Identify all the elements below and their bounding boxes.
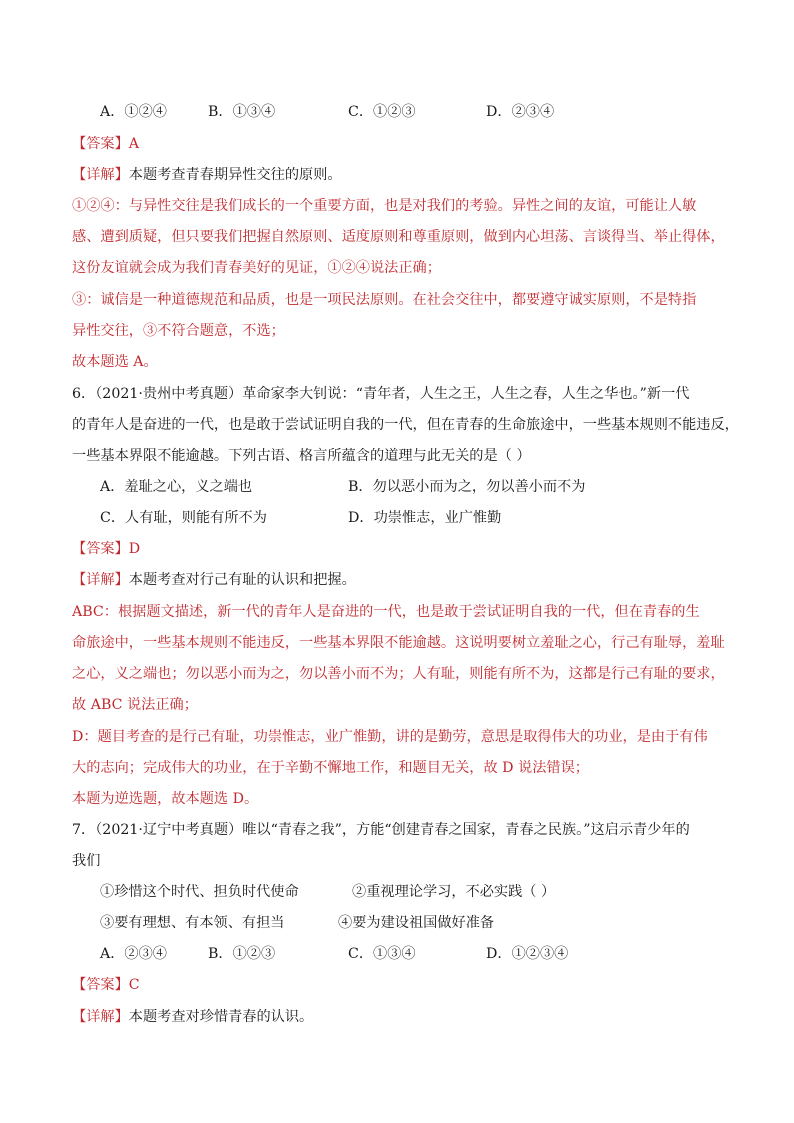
q6-detail2-line-2: 大的志向；完成伟大的功业，在于辛勤不懈地工作，和题目无关，故 D 说法错误； [72, 760, 589, 776]
q5-answer [72, 134, 139, 154]
q7-option-c: C．①③④ [348, 946, 416, 962]
q6-answer [72, 539, 140, 559]
q5-detail1-line-1: ①②④：与异性交往是我们成长的一个重要方面，也是对我们的考验。异性之间的友谊，可能让人敏 [72, 198, 697, 214]
answer-tag: 【答案】 [72, 541, 129, 557]
q6-stem-line-1: 6．（2021·贵州中考真题）革命家李大钊说：“青年者，人生之王，人生之春，人生之华也。”新一代 [72, 386, 690, 402]
q7-stem-line-1: 7．（2021·辽宁中考真题）唯以“青春之我”，方能“创建青春之国家，青春之民族。”这启示青少年的 [72, 822, 690, 838]
q5-explain [72, 165, 342, 185]
q6-detail1-line-4: 故 ABC 说法正确； [72, 697, 198, 713]
q7-item-2: ②重视理论学习，不必实践（ ） [352, 884, 556, 900]
q5-detail2-line-2: 异性交往，③不符合题意，不选； [72, 323, 285, 339]
q7-answer [72, 975, 140, 995]
answer-tag: 【答案】 [72, 977, 129, 993]
answer-tag: 【答案】 [72, 136, 129, 152]
q6-explain [72, 570, 356, 590]
q5-option-b: B．①③④ [208, 104, 276, 120]
q5-detail1-line-2: 感、遭到质疑，但只要我们把握自然原则、适度原则和尊重原则，做到内心坦荡、言谈得当、举止得体， [72, 229, 725, 245]
q5-option-d: D．②③④ [486, 104, 555, 120]
q7-option-b: B．①②③ [208, 946, 276, 962]
q6-detail2-line-1: D：题目考查的是行己有耻，功崇惟志，业广惟勤，讲的是勤劳，意思是取得伟大的功业，是由于有伟 [72, 729, 708, 745]
answer-value: A [128, 136, 140, 152]
q5-option-a: A．①②④ [100, 104, 167, 120]
q6-option-c: C．人有耻，则能有所不为 [100, 510, 267, 526]
q7-item-1: ①珍惜这个时代、担负时代使命 [100, 884, 299, 900]
q7-option-a: A．②③④ [100, 946, 167, 962]
q6-stem-line-2: 的青年人是奋进的一代，也是敢于尝试证明自我的一代，但在青春的生命旅途中，一些基本规则不能违反， [72, 417, 739, 433]
explain-text: 本题考查对珍惜青春的认识。 [128, 1009, 314, 1025]
explain-text: 本题考查青春期异性交往的原则。 [128, 167, 342, 183]
q7-explain [72, 1007, 313, 1027]
q6-detail1-line-1: ABC：根据题文描述，新一代的青年人是奋进的一代，也是敢于尝试证明自我的一代，但在青春的生 [72, 604, 700, 620]
q6-conclusion: 本题为逆选题，故本题选 D。 [72, 791, 259, 807]
explain-tag: 【详解】 [72, 167, 129, 183]
explain-text: 本题考查对行己有耻的认识和把握。 [128, 572, 356, 588]
q6-stem-line-3: 一些基本界限不能逾越。下列古语、格言所蕴含的道理与此无关的是（ ） [72, 448, 531, 464]
q6-option-b: B．勿以恶小而为之，勿以善小而不为 [348, 479, 586, 495]
q5-detail1-line-3: 这份友谊就会成为我们青春美好的见证，①②④说法正确； [72, 260, 441, 276]
q6-detail1-line-3: 之心，义之端也；勿以恶小而为之，勿以善小而不为；人有耻，则能有所不为，这都是行己有耻的要求， [72, 666, 725, 682]
q6-option-d: D．功崇惟志，业广惟勤 [348, 510, 502, 526]
q7-item-4: ④要为建设祖国做好准备 [338, 915, 495, 931]
q6-detail1-line-2: 命旅途中，一些基本规则不能违反，一些基本界限不能逾越。这说明要树立羞耻之心，行己有耻辱，羞耻 [72, 635, 725, 651]
q5-option-c: C．①②③ [348, 104, 416, 120]
answer-value: C [128, 977, 140, 993]
explain-tag: 【详解】 [72, 1009, 129, 1025]
q7-option-d: D．①②③④ [486, 946, 569, 962]
q5-detail2-line-1: ③：诚信是一种道德规范和品质，也是一项民法原则。在社会交往中，都要遵守诚实原则，不是特指 [72, 292, 697, 308]
answer-value: D [128, 541, 141, 557]
q5-conclusion: 故本题选 A。 [72, 354, 158, 370]
q7-stem-line-2: 我们 [72, 853, 101, 869]
explain-tag: 【详解】 [72, 572, 129, 588]
q6-option-a: A．羞耻之心，义之端也 [100, 479, 253, 495]
q7-item-3: ③要有理想、有本领、有担当 [100, 915, 285, 931]
